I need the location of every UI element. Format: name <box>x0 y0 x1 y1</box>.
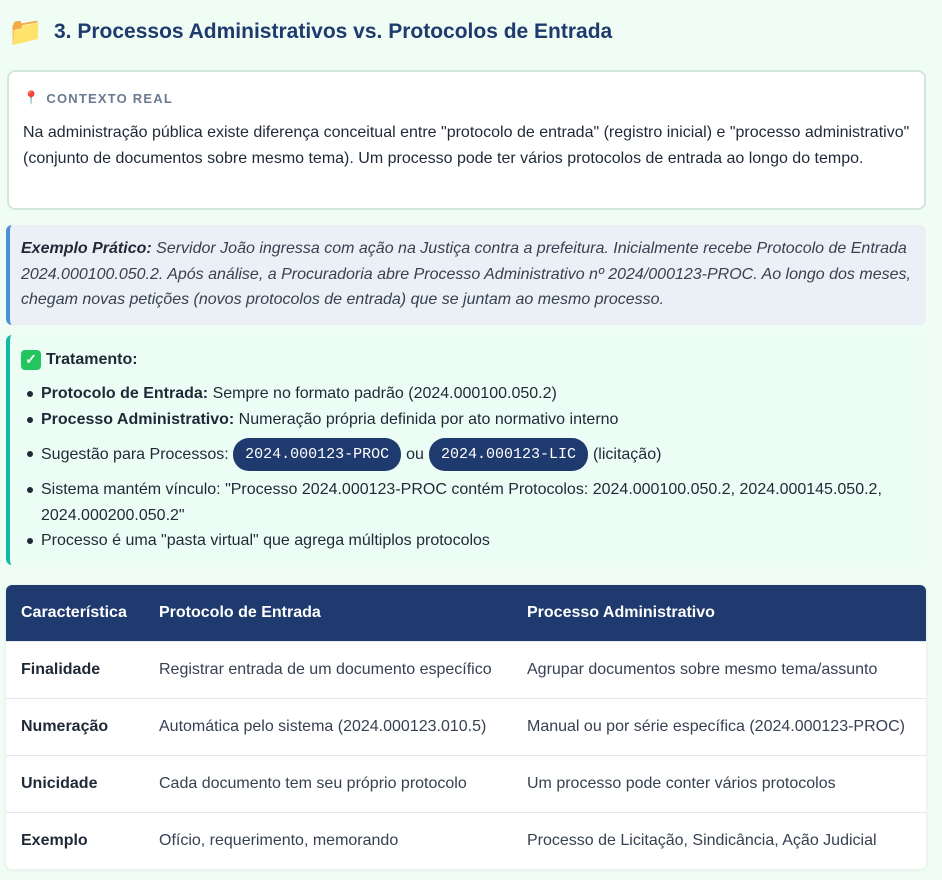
table-cell-feature: Exemplo <box>6 812 144 869</box>
table-cell: Um processo pode conter vários protocolos <box>512 755 926 812</box>
example-box <box>6 225 926 325</box>
section-title: 3. Processos Administrativos vs. Protocolos de Entrada <box>54 20 613 43</box>
example-text: Servidor João ingressa com ação na Justiça contra a prefeitura. Inicialmente recebe Protocolo de Entrada 2024.000100.050.2. Após análise, a Procuradoria abre Processo Administrativo nº 2024/000123-PROC. Ao longo dos meses, chegam novas petições (novos protocolos de entrada) que se juntam ao mesmo processo. <box>21 240 911 308</box>
code-pill-lic: 2024.000123-LIC <box>429 438 588 471</box>
table-cell: Automática pelo sistema (2024.000123.010.5) <box>144 698 512 755</box>
list-item: Processo é uma "pasta virtual" que agrega múltiplos protocolos <box>21 528 912 554</box>
treatment-box <box>6 335 926 565</box>
table-cell: Registrar entrada de um documento específico <box>144 641 512 698</box>
example-label: Exemplo Prático: <box>21 240 152 257</box>
table-row <box>6 641 926 698</box>
suggestion-separator: ou <box>406 445 424 463</box>
table-header-cell: Característica <box>6 585 144 641</box>
context-text: Na administração pública existe diferença conceitual entre "protocolo de entrada" (registro inicial) e "processo administrativo" (conjunto de documentos sobre mesmo tema). Um processo pode ter vários protocolos de entrada ao longo do tempo. <box>23 124 910 167</box>
table-cell-feature: Numeração <box>6 698 144 755</box>
list-item-text: Numeração própria definida por ato normativo interno <box>234 410 619 428</box>
table-cell-feature: Unicidade <box>6 755 144 812</box>
table-row <box>6 698 926 755</box>
treatment-title: Tratamento: <box>46 350 138 368</box>
table-header-cell: Processo Administrativo <box>512 585 926 641</box>
table-cell: Manual ou por série específica (2024.000123-PROC) <box>512 698 926 755</box>
table-cell: Processo de Licitação, Sindicância, Ação Judicial <box>512 812 926 869</box>
treatment-title-row <box>21 347 912 372</box>
context-label-row <box>23 88 910 108</box>
check-icon: ✓ <box>21 350 41 370</box>
table-cell: Agrupar documentos sobre mesmo tema/assunto <box>512 641 926 698</box>
table-cell: Cada documento tem seu próprio protocolo <box>144 755 512 812</box>
treatment-list <box>21 381 912 554</box>
table-header-row <box>6 585 926 641</box>
list-item-label: Processo Administrativo: <box>41 410 235 428</box>
table-row <box>6 755 926 812</box>
table-header-cell: Protocolo de Entrada <box>144 585 512 641</box>
suggestion-prefix: Sugestão para Processos: <box>41 445 234 463</box>
pin-icon: 📍 <box>23 90 41 105</box>
table-cell-feature: Finalidade <box>6 641 144 698</box>
context-label: CONTEXTO REAL <box>46 90 173 106</box>
code-pill-proc: 2024.000123-PROC <box>233 438 401 471</box>
list-item-text: Sempre no formato padrão (2024.000100.050.2) <box>208 385 557 402</box>
list-item <box>21 381 912 407</box>
list-item: Sistema mantém vínculo: "Processo 2024.000123-PROC contém Protocolos: 2024.000100.050.2, 2024.000145.050.2, 2024.000200.050.2" <box>21 477 912 528</box>
comparison-table <box>6 585 926 869</box>
context-card <box>7 70 926 210</box>
list-item-label: Protocolo de Entrada: <box>41 385 209 402</box>
table-row <box>6 812 926 869</box>
suggestion-suffix: (licitação) <box>592 445 662 463</box>
list-item-suggestion <box>21 432 912 477</box>
folder-icon: 📁 <box>8 16 43 47</box>
list-item <box>21 407 912 433</box>
table-cell: Ofício, requerimento, memorando <box>144 812 512 869</box>
section-header <box>8 14 612 50</box>
